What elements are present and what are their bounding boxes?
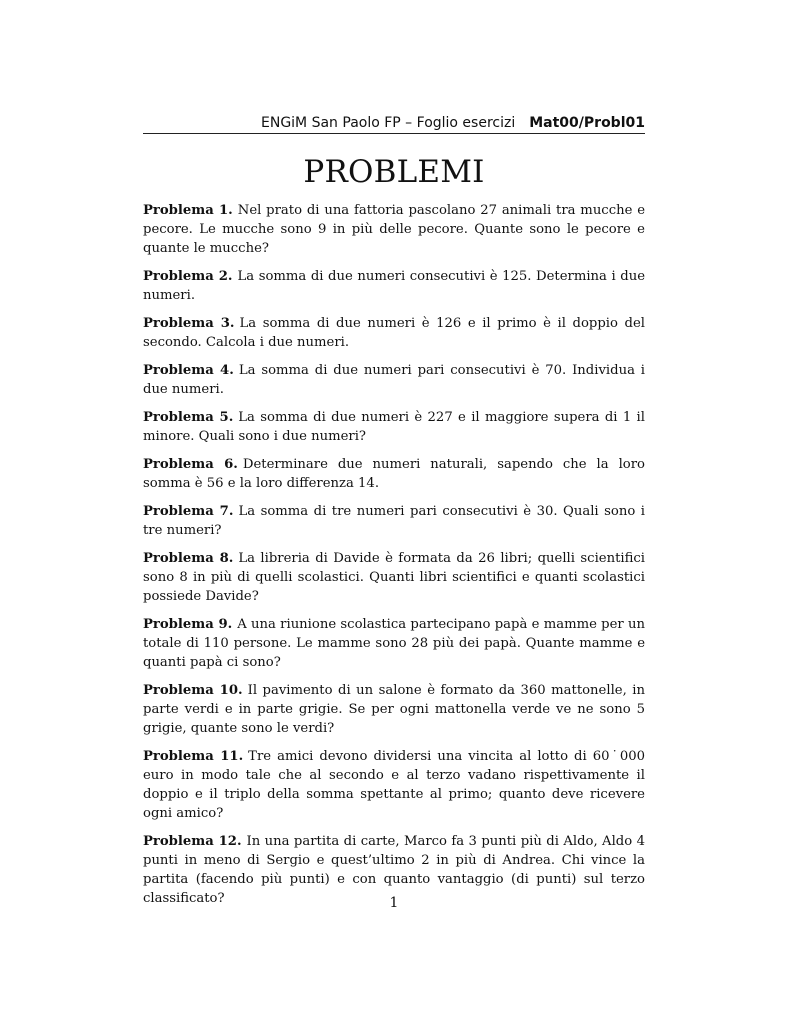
- problem-text: La somma di due numeri è 227 e il maggiore supera di 1 il minore. Quali sono i due numeri?: [143, 410, 645, 444]
- problem-label: Problema 8.: [143, 551, 234, 566]
- problem-4: [143, 361, 645, 399]
- problem-text: Tre amici devono dividersi una vincita al lotto di 60˙000 euro in modo tale che al secondo e al terzo vadano rispettivamente il doppio e il triplo della somma spettante al primo; quanto deve ricevere ogni amico?: [143, 749, 645, 821]
- problem-text: La somma di due numeri pari consecutivi è 70. Individua i due numeri.: [143, 363, 646, 397]
- problem-text: La somma di due numeri consecutivi è 125. Determina i due numeri.: [143, 269, 646, 303]
- problem-label: Problema 4.: [143, 363, 234, 378]
- problem-label: Problema 11.: [143, 749, 244, 764]
- problem-text: Determinare due numeri naturali, sapendo che la loro somma è 56 e la loro differenza 14.: [143, 457, 645, 491]
- problem-list: [143, 201, 645, 917]
- problem-text: A una riunione scolastica partecipano papà e mamme per un totale di 110 persone. Le mamme sono 28 più dei papà. Quante mamme e quanti papà ci sono?: [143, 617, 646, 670]
- problem-text: La libreria di Davide è formata da 26 libri; quelli scientifici sono 8 in più di quelli scolastici. Quanti libri scientifici e quanti scolastici possiede Davide?: [143, 551, 645, 604]
- problem-label: Problema 12.: [143, 834, 242, 849]
- problem-label: Problema 3.: [143, 316, 235, 331]
- problem-text: Nel prato di una fattoria pascolano 27 animali tra mucche e pecore. Le mucche sono 9 in più delle pecore. Quante sono le pecore e quante le mucche?: [143, 203, 646, 256]
- problem-text: Il pavimento di un salone è formato da 360 mattonelle, in parte verdi e in parte grigie. Se per ogni mattonella verde ve ne sono 5 grigie, quante sono le verdi?: [143, 683, 645, 736]
- problem-label: Problema 10.: [143, 683, 243, 698]
- page-header: [143, 113, 645, 133]
- problem-3: [143, 314, 645, 352]
- problem-label: Problema 6.: [143, 457, 238, 472]
- header-rule: [143, 133, 645, 134]
- problem-text: La somma di due numeri è 126 e il primo è il doppio del secondo. Calcola i due numeri.: [143, 316, 645, 350]
- header-org: ENGiM San Paolo FP – Foglio esercizi: [261, 115, 516, 131]
- problem-10: [143, 681, 645, 738]
- problem-text: La somma di tre numeri pari consecutivi è 30. Quali sono i tre numeri?: [143, 504, 646, 538]
- problem-2: [143, 267, 645, 305]
- page-title: PROBLEMI: [303, 154, 485, 190]
- problem-11: [143, 747, 645, 823]
- problem-label: Problema 1.: [143, 203, 233, 218]
- problem-5: [143, 408, 645, 446]
- problem-label: Problema 9.: [143, 617, 233, 632]
- problem-label: Problema 5.: [143, 410, 234, 425]
- header-code: Mat00/Probl01: [529, 115, 645, 131]
- page-number: 1: [389, 895, 399, 911]
- problem-6: [143, 455, 645, 493]
- problem-1: [143, 201, 645, 258]
- problem-7: [143, 502, 645, 540]
- problem-label: Problema 7.: [143, 504, 234, 519]
- problem-9: [143, 615, 645, 672]
- problem-label: Problema 2.: [143, 269, 233, 284]
- problem-text: In una partita di carte, Marco fa 3 punti più di Aldo, Aldo 4 punti in meno di Sergio e quest’ultimo 2 in più di Andrea. Chi vince la partita (facendo più punti) e con quanto vantaggio (di punti) sul terzo classificato?: [143, 834, 645, 906]
- problem-8: [143, 549, 645, 606]
